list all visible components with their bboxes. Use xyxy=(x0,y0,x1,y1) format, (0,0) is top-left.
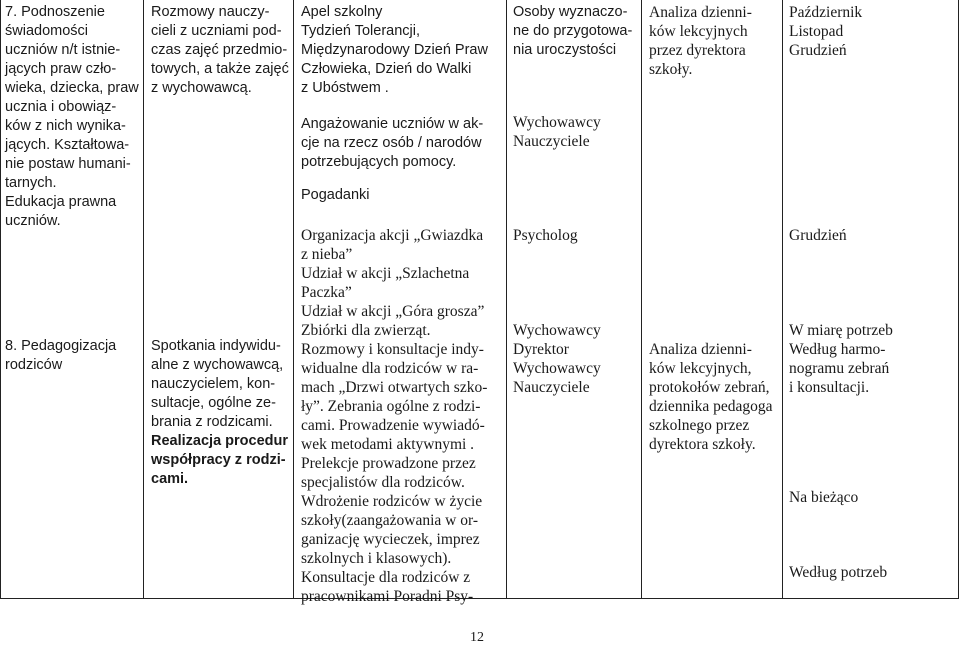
text-line: Konsultacje dla rodziców z xyxy=(301,569,471,586)
text-line: z nieba” xyxy=(301,246,353,263)
row7-activities-events xyxy=(301,3,488,98)
row8-deadline-as-needed xyxy=(789,563,887,582)
column-divider xyxy=(641,0,642,599)
text-line: mach „Drzwi otwartych szko- xyxy=(301,379,488,396)
text-line: Tydzień Tolerancji, xyxy=(301,23,421,39)
text-line: jących. Kształtowa- xyxy=(5,137,130,153)
row8-area xyxy=(5,337,116,375)
column-divider xyxy=(143,0,144,599)
text-line: Międzynarodowy Dzień Praw xyxy=(301,42,488,58)
text-line: towych, a także zajęć xyxy=(151,61,289,77)
text-line: Psycholog xyxy=(513,227,578,244)
text-line: szkoły. xyxy=(649,61,693,78)
row8-forms-procedures xyxy=(151,432,288,489)
text-line: Angażowanie uczniów w ak- xyxy=(301,116,484,132)
row7-evaluation xyxy=(649,3,752,79)
text-line: ków lekcyjnych xyxy=(649,23,748,40)
text-line: z Ubóstwem . xyxy=(301,80,389,96)
text-line: jących praw czło- xyxy=(5,61,117,77)
text-line: Spotkania indywidu- xyxy=(151,338,281,354)
text-line: Apel szkolny xyxy=(301,4,383,20)
text-line: Dyrektor xyxy=(513,341,569,358)
text-line: Grudzień xyxy=(789,227,847,244)
text-line: ków lekcyjnych, xyxy=(649,360,752,377)
text-line: Zbiórki dla zwierząt. xyxy=(301,322,431,339)
text-line: ków z nich wynika- xyxy=(5,118,126,134)
row8-deadline-schedule xyxy=(789,321,893,397)
row7-deadline-december xyxy=(789,226,847,245)
text-line: i konsultacji. xyxy=(789,379,870,396)
text-line: alne z wychowawcą, xyxy=(151,357,284,373)
column-divider xyxy=(0,0,1,599)
text-line: czas zajęć przedmio- xyxy=(151,42,288,58)
text-line: dziennika pedagoga xyxy=(649,398,773,415)
text-line: Udział w akcji „Góra grosza” xyxy=(301,303,485,320)
text-line: Listopad xyxy=(789,23,844,40)
text-line: szkolnych i klasowych). xyxy=(301,550,452,567)
text-line: widualne dla rodziców w ra- xyxy=(301,360,479,377)
text-line: Paczka” xyxy=(301,284,352,301)
column-divider xyxy=(782,0,783,599)
row8-responsible xyxy=(513,321,601,397)
text-line: cieli z uczniami pod- xyxy=(151,23,282,39)
text-line: szkoły(zaangażowania w or- xyxy=(301,512,478,529)
row8-activities xyxy=(301,340,487,606)
text-line: tarnych. xyxy=(5,175,57,191)
text-line: Grudzień xyxy=(789,42,847,59)
text-line: Wychowawcy xyxy=(513,114,601,131)
text-line: Według harmo- xyxy=(789,341,886,358)
text-line: Organizacja akcji „Gwiazdka xyxy=(301,227,484,244)
text-line: Analiza dzienni- xyxy=(649,4,752,21)
row7-forms xyxy=(151,3,289,98)
text-line: brania z rodzicami. xyxy=(151,414,273,430)
column-divider xyxy=(958,0,959,599)
text-line: Edukacja prawna xyxy=(5,194,117,210)
text-line: W miarę potrzeb xyxy=(789,322,893,339)
text-line: protokołów zebrań, xyxy=(649,379,770,396)
text-line: wieka, dziecka, praw xyxy=(5,80,139,96)
text-line: świadomości xyxy=(5,23,88,39)
row7-activities-engagement xyxy=(301,115,483,172)
text-line: Wychowawcy xyxy=(513,322,601,339)
row7-activities-talks xyxy=(301,186,370,205)
text-line: nogramu zebrań xyxy=(789,360,890,377)
text-line: nie postaw humani- xyxy=(5,156,131,172)
row7-responsible-psychologist xyxy=(513,226,578,245)
text-line: Osoby wyznaczo- xyxy=(513,4,628,20)
text-line: potrzebujących pomocy. xyxy=(301,154,457,170)
text-line: rodziców xyxy=(5,357,63,373)
text-line: współpracy z rodzi- xyxy=(151,452,286,468)
text-line: cami. xyxy=(151,471,189,487)
text-line: Rozmowy nauczy- xyxy=(151,4,270,20)
text-line: Rozmowy i konsultacje indy- xyxy=(301,341,484,358)
text-line: Według potrzeb xyxy=(789,564,888,581)
text-line: specjalistów dla rodziców. xyxy=(301,474,465,491)
text-line: Pogadanki xyxy=(301,187,370,203)
row8-forms xyxy=(151,337,283,432)
text-line: wek metodami aktywnymi . xyxy=(301,436,475,453)
text-line: uczniów. xyxy=(5,213,61,229)
text-line: Wychowawcy xyxy=(513,360,601,377)
text-line: ganizację wycieczek, imprez xyxy=(301,531,480,548)
text-line: Udział w akcji „Szlachetna xyxy=(301,265,470,282)
page-number: 12 xyxy=(470,630,484,645)
row8-evaluation xyxy=(649,340,773,454)
text-line: ły”. Zebrania ogólne z rodzi- xyxy=(301,398,481,415)
text-line: z wychowawcą. xyxy=(151,80,252,96)
text-line: nauczycielem, kon- xyxy=(151,376,276,392)
text-line: Prelekcje prowadzone przez xyxy=(301,455,476,472)
text-line: uczniów n/t istnie- xyxy=(5,42,121,58)
row7-responsible-teachers xyxy=(513,113,601,151)
text-line: ucznia i obowiąz- xyxy=(5,99,117,115)
text-line: Październik xyxy=(789,4,863,21)
row7-responsible-organizers xyxy=(513,3,632,60)
column-divider xyxy=(506,0,507,599)
text-line: dyrektora szkoły. xyxy=(649,436,756,453)
text-line: pracownikami Poradni Psy- xyxy=(301,588,474,605)
row7-deadline-months xyxy=(789,3,862,60)
text-line: Na bieżąco xyxy=(789,489,859,506)
text-line: 8. Pedagogizacja xyxy=(5,338,117,354)
text-line: Realizacja procedur xyxy=(151,433,288,449)
text-line: Analiza dzienni- xyxy=(649,341,752,358)
text-line: sultacje, ogólne ze- xyxy=(151,395,276,411)
text-line: Nauczyciele xyxy=(513,379,590,396)
text-line: Wdrożenie rodziców w życie xyxy=(301,493,483,510)
text-line: nia uroczystości xyxy=(513,42,617,58)
text-line: ne do przygotowa- xyxy=(513,23,633,39)
row8-deadline-ongoing xyxy=(789,488,858,507)
column-divider xyxy=(293,0,294,599)
text-line: szkolnego przez xyxy=(649,417,750,434)
row7-activities-actions xyxy=(301,226,484,340)
text-line: 7. Podnoszenie xyxy=(5,4,105,20)
text-line: cami. Prowadzenie wywiadó- xyxy=(301,417,485,434)
text-line: cje na rzecz osób / narodów xyxy=(301,135,482,151)
text-line: Człowieka, Dzień do Walki xyxy=(301,61,472,77)
text-line: Nauczyciele xyxy=(513,133,590,150)
text-line: przez dyrektora xyxy=(649,42,746,59)
row7-area xyxy=(5,3,139,231)
